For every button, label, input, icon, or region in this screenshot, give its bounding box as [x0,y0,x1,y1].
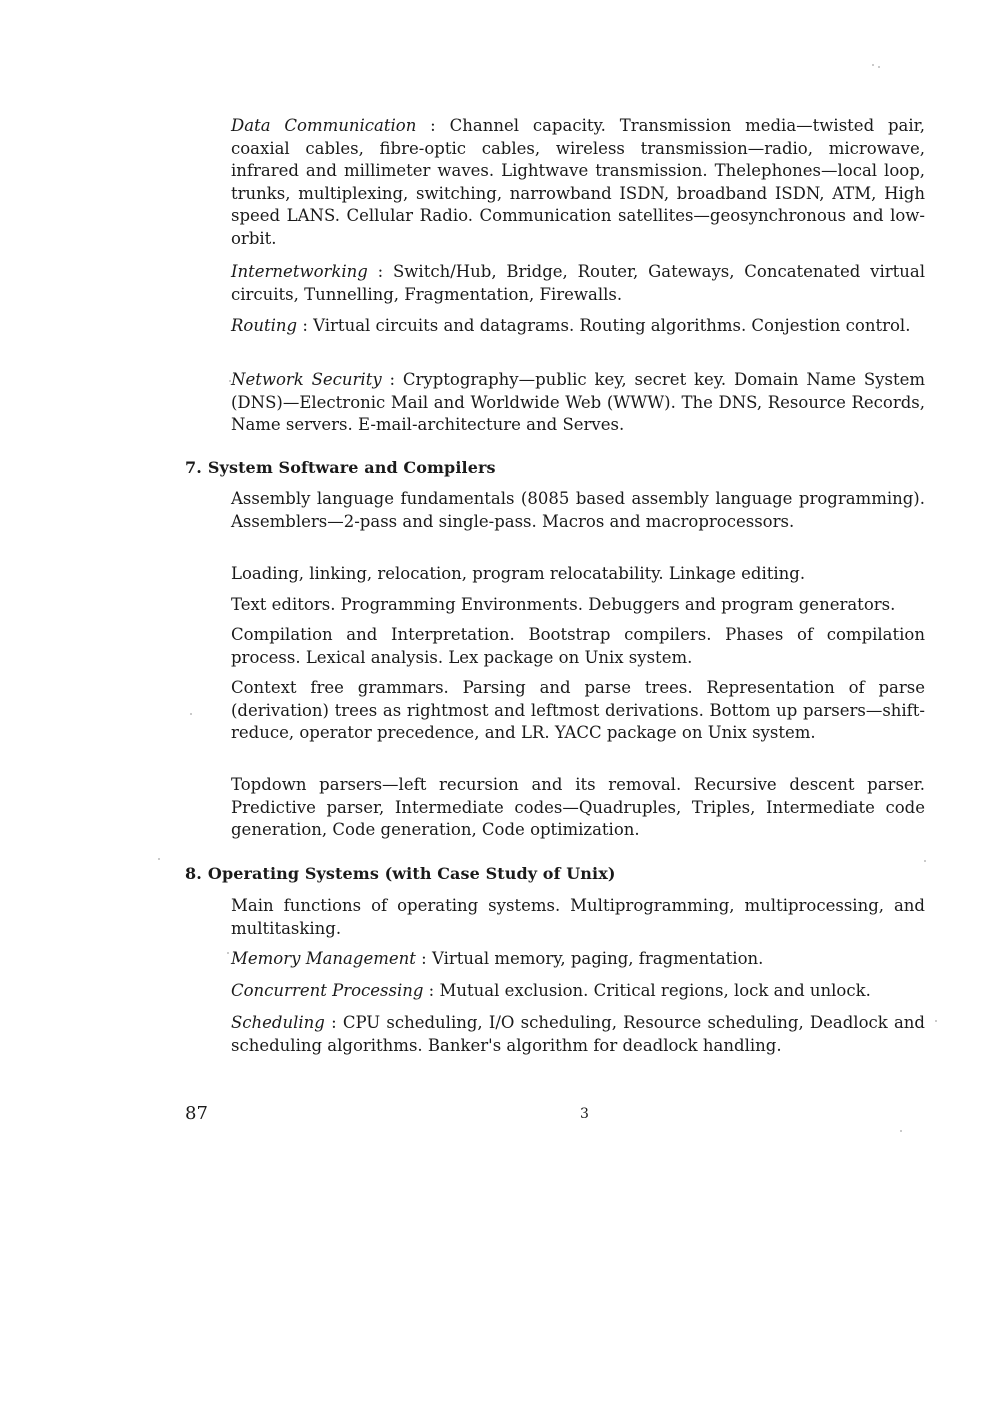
section-8-intro: Main functions of operating systems. Multiprogramming, multiprocessing, and multitasking. [231,896,925,938]
section-7-paragraph-5: Context free grammars. Parsing and parse trees. Representation of parse (derivation) trees as rightmost and leftmost derivations. Bottom up parsers—shift-reduce, operator precedence, and LR. YACC package on Unix system. [231,678,925,743]
section-7-paragraph-2: Loading, linking, relocation, program relocatability. Linkage editing. [231,564,806,583]
network-security-label: Network Security [231,370,382,389]
section-8-title: Operating Systems (with Case Study of Unix) [207,864,616,883]
routing-label: Routing [231,316,298,335]
scan-speck [227,952,229,954]
internetworking-text: : Switch/Hub, Bridge, Router, Gateways, Concatenated virtual circuits, Tunnelling, Fragmentation, Firewalls. [231,262,925,304]
scheduling-label: Scheduling [231,1013,325,1032]
section-8-heading [185,864,616,883]
section-7-paragraph-4: Compilation and Interpretation. Bootstrap compilers. Phases of compilation process. Lexical analysis. Lex package on Unix system. [231,625,925,667]
scan-speck [935,1020,937,1022]
routing-text: : Virtual circuits and datagrams. Routing algorithms. Conjestion control. [297,316,911,335]
memory-management-text: : Virtual memory, paging, fragmentation. [415,949,764,968]
data-communication-paragraph [231,115,925,251]
scheduling-paragraph [231,1012,925,1057]
concurrent-processing-paragraph [231,980,925,1003]
scan-speck [900,1130,902,1132]
scan-speck [229,380,231,382]
internetworking-label: Internetworking [231,262,368,281]
section-7-paragraph-3: Text editors. Programming Environments. Debuggers and program generators. [231,595,896,614]
scan-speck [158,858,160,860]
section-7-paragraph-6: Topdown parsers—left recursion and its removal. Recursive descent parser. Predictive parser, Intermediate codes—Quadruples, Triples, Intermediate code generation, Code generation, Code optimization. [231,775,925,840]
scan-speck [190,713,192,715]
section-7-paragraph-1: Assembly language fundamentals (8085 based assembly language programming). Assemblers—2-pass and single-pass. Macros and macroprocessors. [231,489,925,531]
page-code: 87 [185,1103,208,1124]
routing-paragraph [231,315,925,338]
data-communication-text: : Channel capacity. Transmission media—twisted pair, coaxial cables, fibre-optic cables, wireless transmission—radio, microwave, infrared and millimeter waves. Lightwave transmission. Thelephones—local loop, trunks, multiplexing, switching, narrowband ISDN, broadband ISDN, ATM, High speed LANS. Cellular Radio. Communication satellites—geosynchronous and low-orbit. [231,116,925,248]
page-number: 3 [580,1106,589,1122]
scheduling-text: : CPU scheduling, I/O scheduling, Resource scheduling, Deadlock and scheduling algorithms. Banker's algorithm for deadlock handling. [231,1013,925,1055]
data-communication-label: Data Communication [231,116,417,135]
concurrent-processing-label: Concurrent Processing [231,981,424,1000]
concurrent-processing-text: : Mutual exclusion. Critical regions, lock and unlock. [423,981,871,1000]
internetworking-paragraph [231,261,925,306]
section-7-title: System Software and Compilers [207,458,496,477]
network-security-paragraph [231,369,925,437]
section-7-number: 7. [185,458,202,477]
scan-speck [872,64,874,66]
memory-management-paragraph [231,948,925,971]
scan-speck [878,66,880,68]
section-7-heading [185,458,496,477]
memory-management-label: Memory Management [231,949,416,968]
network-security-text: : Cryptography—public key, secret key. Domain Name System (DNS)—Electronic Mail and Worldwide Web (WWW). The DNS, Resource Records, Name servers. E-mail-architecture and Serves. [231,370,925,435]
scan-speck [924,860,926,862]
section-8-number: 8. [185,864,202,883]
